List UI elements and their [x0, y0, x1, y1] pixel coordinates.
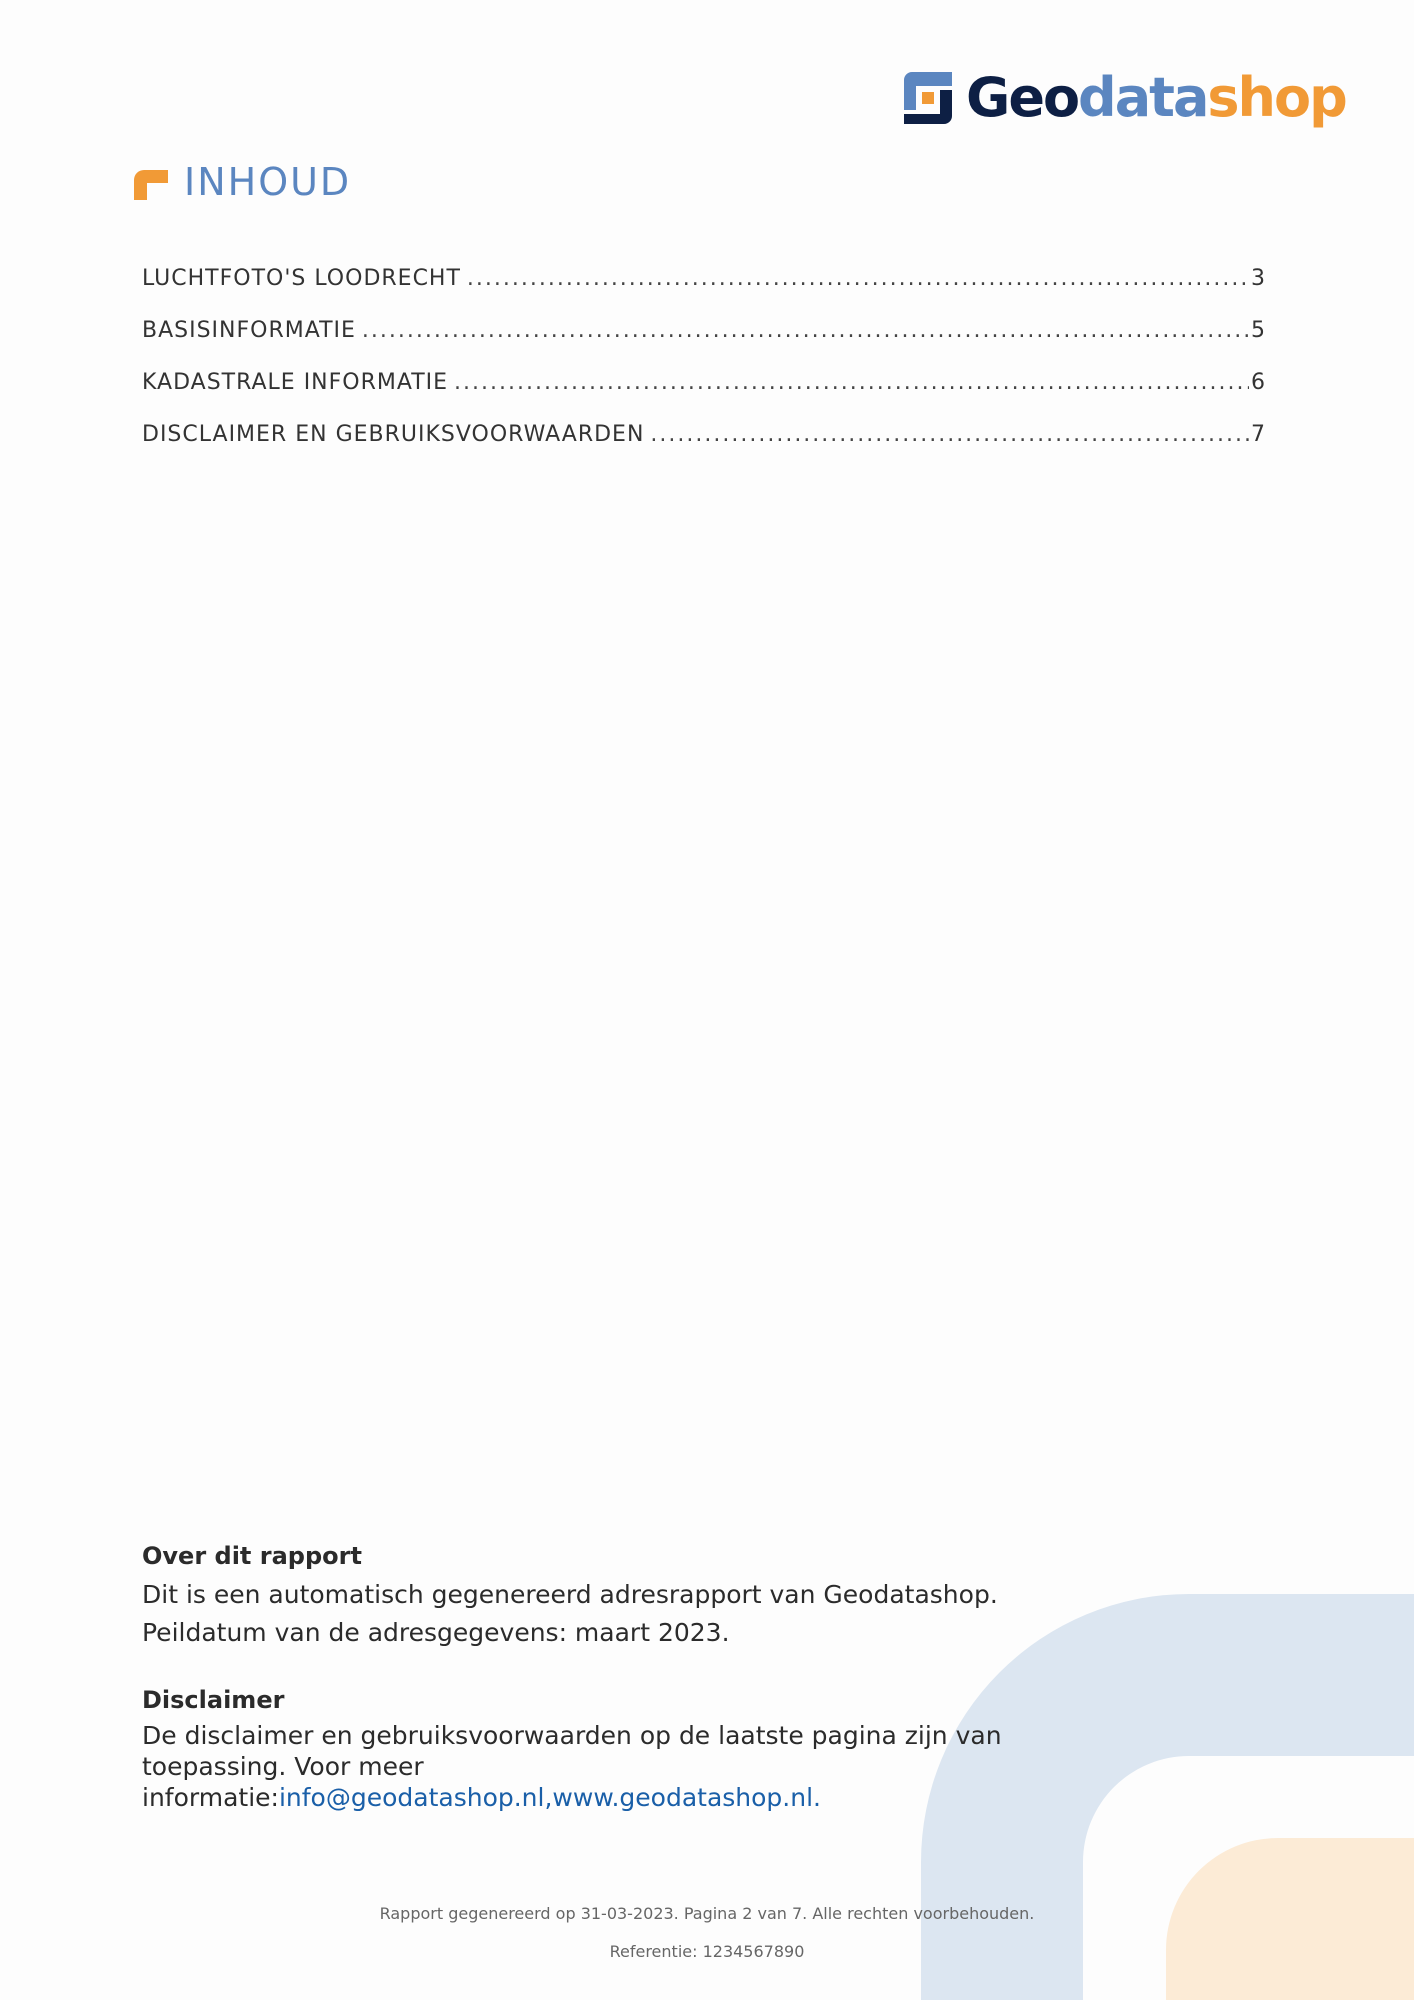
- logo-wordmark: [966, 68, 1346, 128]
- link-separator: ,: [544, 1783, 553, 1812]
- about-report-line-1: Dit is een automatisch gegenereerd adresrapport van Geodatashop.: [142, 1580, 998, 1609]
- disclaimer-line-1: De disclaimer en gebruiksvoorwaarden op de laatste pagina zijn van: [142, 1721, 1002, 1750]
- disclaimer-title: Disclaimer: [142, 1686, 285, 1714]
- toc-entry-label: BASISINFORMATIE: [142, 318, 356, 343]
- toc-entry-kadastrale-informatie[interactable]: [142, 370, 1266, 422]
- about-report-line-2: Peildatum van de adresgegevens: maart 2023.: [142, 1618, 730, 1647]
- toc-dot-leader: [454, 370, 1249, 395]
- table-of-contents: [142, 266, 1266, 474]
- toc-entry-page: 7: [1251, 422, 1266, 447]
- toc-entry-luchtfotos[interactable]: [142, 266, 1266, 318]
- email-link[interactable]: info@geodatashop.nl: [278, 1783, 545, 1812]
- footer-generated-text: Rapport gegenereerd op 31-03-2023. Pagina 2 van 7. Alle rechten voorbehouden.: [379, 1904, 1035, 1923]
- page-title: INHOUD: [184, 160, 352, 204]
- footer-reference-text: Referentie: 1234567890: [609, 1942, 805, 1961]
- toc-entry-page: 6: [1251, 370, 1266, 395]
- geodatashop-logo-icon: [900, 70, 956, 126]
- logo-text-data: data: [1078, 66, 1208, 129]
- disclaimer-text: [142, 1720, 1082, 1813]
- toc-entry-page: 3: [1251, 266, 1266, 291]
- toc-entry-label: DISCLAIMER EN GEBRUIKSVOORWAARDEN: [142, 422, 645, 447]
- toc-dot-leader: [362, 318, 1249, 343]
- logo-text-shop: shop: [1207, 66, 1346, 129]
- heading-corner-mark-icon: [134, 170, 168, 200]
- toc-entry-basisinformatie[interactable]: [142, 318, 1266, 370]
- toc-entry-label: KADASTRALE INFORMATIE: [142, 370, 449, 395]
- website-link[interactable]: www.geodatashop.nl.: [552, 1783, 821, 1812]
- toc-dot-leader: [650, 422, 1249, 447]
- about-report-title: Over dit rapport: [142, 1542, 362, 1570]
- toc-entry-page: 5: [1251, 318, 1266, 343]
- toc-dot-leader: [467, 266, 1249, 291]
- geodatashop-logo: [900, 68, 1346, 128]
- logo-text-geo: Geo: [966, 66, 1079, 129]
- page-footer: [0, 1902, 1414, 1978]
- disclaimer-block: [142, 1686, 1082, 1813]
- disclaimer-line-2-prefix: toepassing. Voor meer informatie:: [142, 1752, 424, 1812]
- about-report-block: [142, 1542, 1082, 1652]
- toc-heading: [134, 160, 351, 204]
- toc-entry-disclaimer[interactable]: [142, 422, 1266, 474]
- report-info-section: [142, 1542, 1082, 1847]
- toc-entry-label: LUCHTFOTO'S LOODRECHT: [142, 266, 461, 291]
